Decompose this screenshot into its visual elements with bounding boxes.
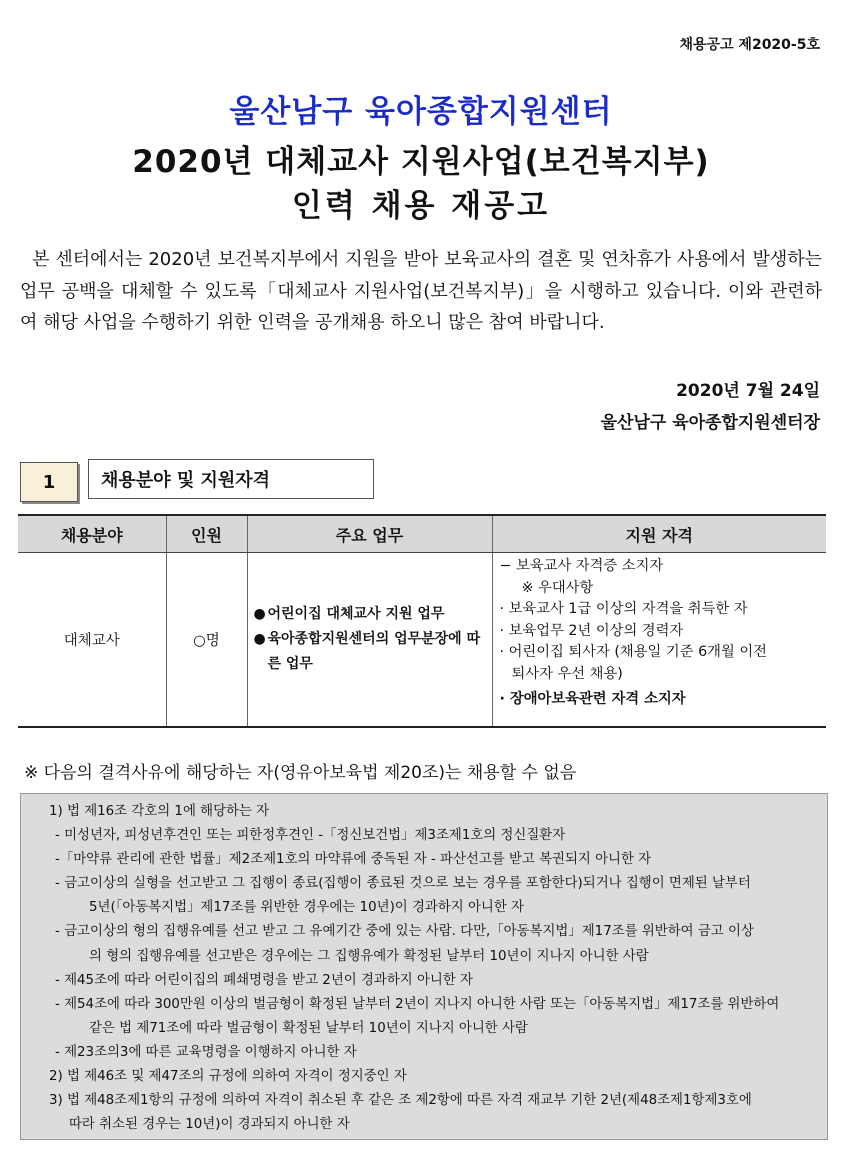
intro-text: 본 센터에서는 2020년 보건복지부에서 지원을 받아 보육교사의 결혼 및 연차휴가 사용에서 발생하는 업무 공백을 대체할 수 있도록「대체교사 지원사업(보건복지부)」을 시행하고 있습니다. 이와 관련하여 해당 사업을 수행하기 위한 인력을 공개채용 하오니 많은 참여 바랍니다.: [20, 249, 822, 333]
disq-item-continued: 따라 취소된 경우는 10년)이 경과되지 아니한 자: [69, 1117, 350, 1133]
disq-subitem-continued: 같은 법 제71조에 따라 벌금형이 확정된 날부터 10년이 지나지 아니한 사람: [89, 1020, 528, 1036]
preference-item: · 보육업무 2년 이상의 경력자: [499, 622, 684, 639]
duty-item: [254, 627, 492, 677]
signer: 울산남구 육아종합지원센터장: [600, 413, 820, 433]
duties-cell: [247, 553, 492, 728]
preference-item: · 어린이집 퇴사자 (채용일 기준 6개월 이전: [499, 644, 767, 660]
disqualification-box: [20, 793, 828, 1140]
disq-subitem: - 제23조의3에 따른 교육명령을 이행하지 아니한 자: [55, 1044, 357, 1060]
header-count: 인원: [166, 515, 247, 553]
disq-subitem: - 금고이상의 실형을 선고받고 그 집행이 종료(집행이 종료된 것으로 보는 경우를 포함한다)되거나 집행이 면제된 날부터: [55, 876, 751, 892]
preference-item-continued: 퇴사자 우선 채용): [511, 665, 623, 682]
bullet-icon: ●: [253, 631, 266, 647]
disq-subitem-continued: 의 형의 집행유예를 선고받은 경우에는 그 집행유예가 확정된 날부터 10년이 지나지 아니한 사람: [89, 948, 649, 964]
announcement-date: 2020년 7월 24일: [676, 381, 820, 401]
table-row: [18, 553, 826, 728]
notice-number: 채용공고 제2020-5호: [679, 37, 820, 53]
disq-item: 2) 법 제46조 및 제47조의 규정에 의하여 자격이 정지중인 자: [49, 1069, 407, 1085]
disq-subitem: - 미성년자, 피성년후견인 또는 피한정후견인 -「정신보건법」제3조제1호의 정신질환자: [55, 828, 566, 844]
qualification-required: − 보육교사 자격증 소지자: [499, 558, 664, 574]
preference-heading: ※ 우대사항: [521, 579, 594, 596]
disq-subitem: - 제54조에 따라 300만원 이상의 벌금형이 확정된 날부터 2년이 지나지 아니한 사람 또는「아동복지법」제17조를 위반하여: [55, 996, 780, 1012]
recruitment-table: [18, 514, 826, 728]
disq-subitem-continued: 5년(「아동복지법」제17조를 위반한 경우에는 10년)이 경과하지 아니한 자: [89, 900, 524, 916]
duty-text: 어린이집 대체교사 지원 업무: [267, 606, 445, 622]
header-field: 채용분야: [18, 515, 166, 553]
recruitment-title: 인력 채용 재공고: [291, 188, 551, 224]
disq-item: 3) 법 제48조제1항의 규정에 의하여 자격이 취소된 후 같은 조 제2항에 따른 자격 재교부 기한 2년(제48조제1항제3호에: [49, 1093, 752, 1109]
table-header-row: [18, 515, 826, 553]
disqualification-heading: ※ 다음의 결격사유에 해당하는 자(영유아보육법 제20조)는 채용할 수 없음: [24, 763, 577, 783]
duty-text: 육아종합지원센터의 업무분장에 따른 업무: [267, 631, 481, 672]
disq-item: 1) 법 제16조 각호의 1에 해당하는 자: [49, 804, 270, 819]
count-cell: ○명: [166, 553, 247, 728]
qualifications-cell: [492, 553, 826, 728]
disq-subitem: - 제45조에 따라 어린이집의 폐쇄명령을 받고 2년이 경과하지 아니한 자: [55, 972, 473, 988]
header-qualifications: 지원 자격: [492, 515, 826, 553]
bullet-icon: ●: [253, 606, 266, 622]
intro-paragraph: [20, 244, 822, 339]
program-title: 2020년 대체교사 지원사업(보건복지부): [132, 144, 710, 180]
preference-item: · 보육교사 1급 이상의 자격을 취득한 자: [499, 601, 748, 617]
disq-subitem: - 금고이상의 형의 집행유예를 선고 받고 그 유예기간 중에 있는 사람. 다만,「아동복지법」제17조를 위반하여 금고 이상: [55, 924, 754, 940]
duty-item: [254, 602, 492, 627]
section-title: 채용분야 및 지원자격: [88, 459, 374, 499]
center-name-title: 울산남구 육아종합지원센터: [229, 94, 613, 130]
disq-subitem: -「마약류 관리에 관한 법률」제2조제1호의 마약류에 중독된 자 - 파산선고를 받고 복권되지 아니한 자: [55, 852, 652, 868]
preference-item-strong: · 장애아보육관련 자격 소지자: [499, 691, 686, 707]
header-duties: 주요 업무: [247, 515, 492, 553]
section-number: 1: [20, 462, 78, 502]
field-cell: 대체교사: [18, 553, 166, 728]
